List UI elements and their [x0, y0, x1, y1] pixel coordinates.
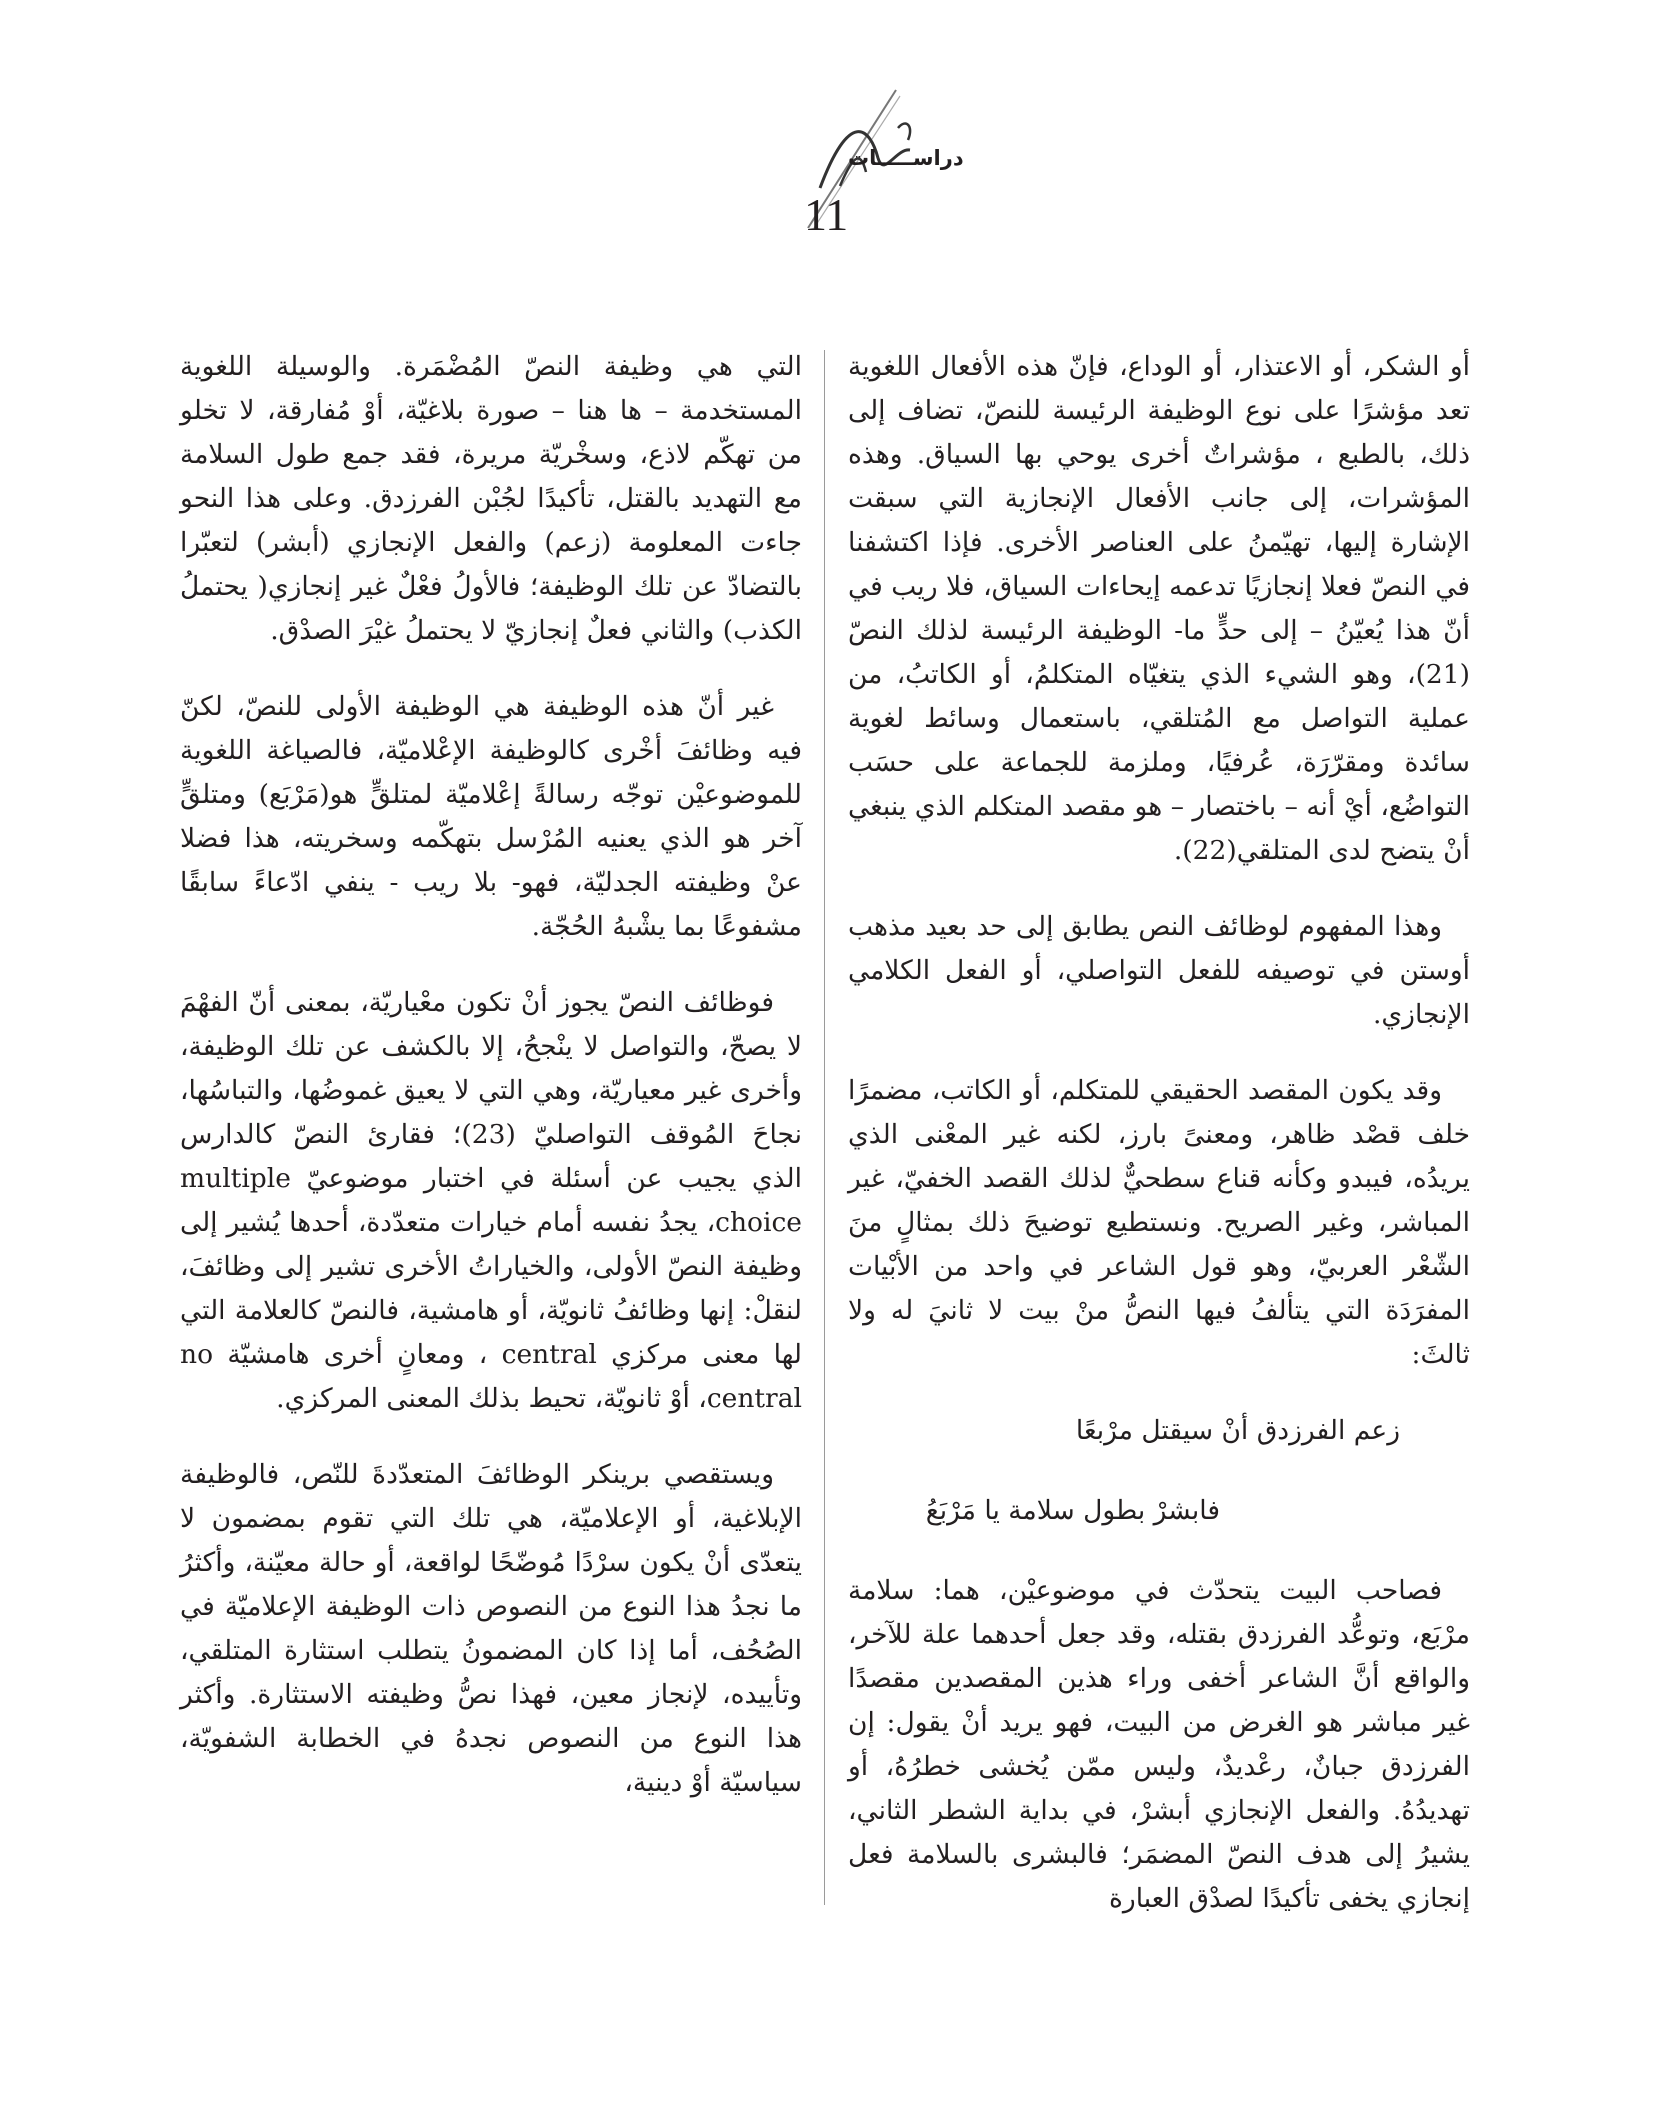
paragraph: وهذا المفهوم لوظائف النص يطابق إلى حد بعيد مذهب أوستن في توصيفه للفعل التواصلي، أو الفعل الكلامي الإنجازي. — [848, 911, 1470, 1030]
paragraph: غير أنّ هذه الوظيفة هي الوظيفة الأولى للنصّ، لكنّ فيه وظائفَ أخْرى كالوظيفة الإعْلاميّة، فالصياغة اللغوية للموضوعيْن توجّه رسالةً إعْلاميّة لمتلقٍّ هو(مَرْبَع) ومتلقٍّ آخر هو الذي يعنيه المُرْسل بتهكّمه وسخريته، هذا فضلا عنْ وظيفته الجدليّة، فهو- بلا ريب - ينفي ادّعاءً سابقًا مشفوعًا بما يشْبهُ الحُجّة. — [180, 691, 802, 942]
paragraph: أو الشكر، أو الاعتذار، أو الوداع، فإنّ هذه الأفعال اللغوية تعد مؤشرًا على نوع الوظيفة الرئيسة للنصّ، تضاف إلى ذلك، بالطبع ، مؤشراتٌ أخرى يوحي بها السياق. وهذه المؤشرات، إلى جانب الأفعال الإنجازية التي سبقت الإشارة إليها، تهيّمنُ على العناصر الأخرى. فإذا اكتشفنا في النصّ فعلا إنجازيًا تدعمه إيحاءات السياق، فلا ريب في أنّ هذا يُعيّنُ – إلى حدٍّ ما- الوظيفة الرئيسة لذلك النصّ (21)، وهو الشيء الذي يتغيّاه المتكلمُ، أو الكاتبُ، من عملية التواصل مع المُتلقي، باستعمال وسائط لغوية سائدة ومقرّرَة، عُرفيًا، وملزمة للجماعة على حسَب التواضُع، أيْ أنه – باختصار – هو مقصد المتكلم الذي ينبغي أنْ يتضح لدى المتلقي(22). — [848, 351, 1470, 866]
page-header — [700, 88, 964, 248]
paragraph: فصاحب البيت يتحدّث في موضوعيْن، هما: سلامة مرْبَع، وتوعُّد الفرزدق بقتله، وقد جعل أحدهما علة للآخر، والواقع أنَّ الشاعر أخفى وراء هذين المقصدين مقصدًا غير مباشر هو الغرض من البيت، فهو يريد أنْ يقول: إن الفرزدق جبانٌ، رعْديدٌ، وليس ممّن يُخشى خطرُهُ، أو تهديدُهُ. والفعل الإنجازي أبشرْ، في بداية الشطر الثاني، يشيرُ إلى هدف النصّ المضمَر؛ فالبشرى بالسلامة فعل إنجازي يخفى تأكيدًا لصدْق العبارة — [848, 1575, 1470, 1914]
section-label: دراســـــات — [848, 146, 964, 170]
verse-line: فابشرْ بطول سلامة يا مَرْبَعُ — [925, 1495, 1220, 1526]
paragraph: ويستقصي برينكر الوظائفَ المتعدّدةَ للنّص، فالوظيفة الإبلاغية، أو الإعلاميّة، هي تلك التي تقوم بمضمون لا يتعدّى أنْ يكون سرْدًا مُوضّحًا لواقعة، أو حالة معيّنة، وأكثرُ ما نجدُ هذا النوع من النصوص ذات الوظيفة الإعلاميّة في الصُحُف، أما إذا كان المضمونُ يتطلب استثارة المتلقي، وتأييده، لإنجاز معين، فهذا نصُّ وظيفته الاستثارة. وأكثر هذا النوع من النصوص نجدهُ في الخطابة الشفويّة، سياسيّة أوْ دينية، — [180, 1459, 802, 1798]
left-column — [180, 345, 802, 1837]
page-number: 11 — [804, 189, 849, 240]
column-divider — [824, 350, 825, 1905]
paragraph: وقد يكون المقصد الحقيقي للمتكلم، أو الكاتب، مضمرًا خلف قصْد ظاهر، ومعنىً بارز، لكنه غير المعْنى الذي يريدُه، فيبدو وكأنه قناع سطحيٌّ لذلك القصد الخفيّ، غير المباشر، وغير الصريح. ونستطيع توضيحَ ذلك بمثالٍ منَ الشّعْر العربيّ، وهو قول الشاعر في واحد من الأبْيات المفرَدَة التي يتألفُ فيها النصُّ منْ بيت لا ثانيَ له ولا ثالثَ: — [848, 1075, 1470, 1370]
paragraph: فوظائف النصّ يجوز أنْ تكون معْياريّة، بمعنى أنّ الفهْمَ لا يصحّ، والتواصل لا ينْجحُ، إلا بالكشف عن تلك الوظيفة، وأخرى غير معياريّة، وهي التي لا يعيق غموضُها، والتباسُها، نجاحَ المُوقف التواصليّ (23)؛ فقارئ النصّ كالدارس الذي يجيب عن أسئلة في اختبار موضوعيّ multiple choice، يجدُ نفسه أمام خيارات متعدّدة، أحدها يُشير إلى وظيفة النصّ الأولى، والخياراتُ الأخرى تشير إلى وظائفَ، لنقلْ: إنها وظائفُ ثانويّة، أو هامشية، فالنصّ كالعلامة التي لها معنى مركزي central ، ومعانٍ أخرى هامشيّة no central، أوْ ثانويّة، تحيط بذلك المعنى المركزي. — [180, 987, 802, 1414]
verse-line: زعم الفرزدق أنْ سيقتل مرْبعًا — [1075, 1415, 1400, 1446]
paragraph: التي هي وظيفة النصّ المُضْمَرة. والوسيلة اللغوية المستخدمة – ها هنا – صورة بلاغيّة، أوْ مُفارقة، لا تخلو من تهكّم لاذع، وسخْريّة مريرة، فقد جمع طول السلامة مع التهديد بالقتل، تأكيدًا لجُبْن الفرزدق. وعلى هذا النحو جاءت المعلومة (زعم) والفعل الإنجازي (أبشر) لتعبّرا بالتضادّ عن تلك الوظيفة؛ فالأولُ فعْلٌ غير إنجازي( يحتملُ الكذب) والثاني فعلٌ إنجازيّ لا يحتملُ غيْرَ الصدْق. — [180, 351, 802, 646]
right-column — [848, 345, 1470, 1953]
